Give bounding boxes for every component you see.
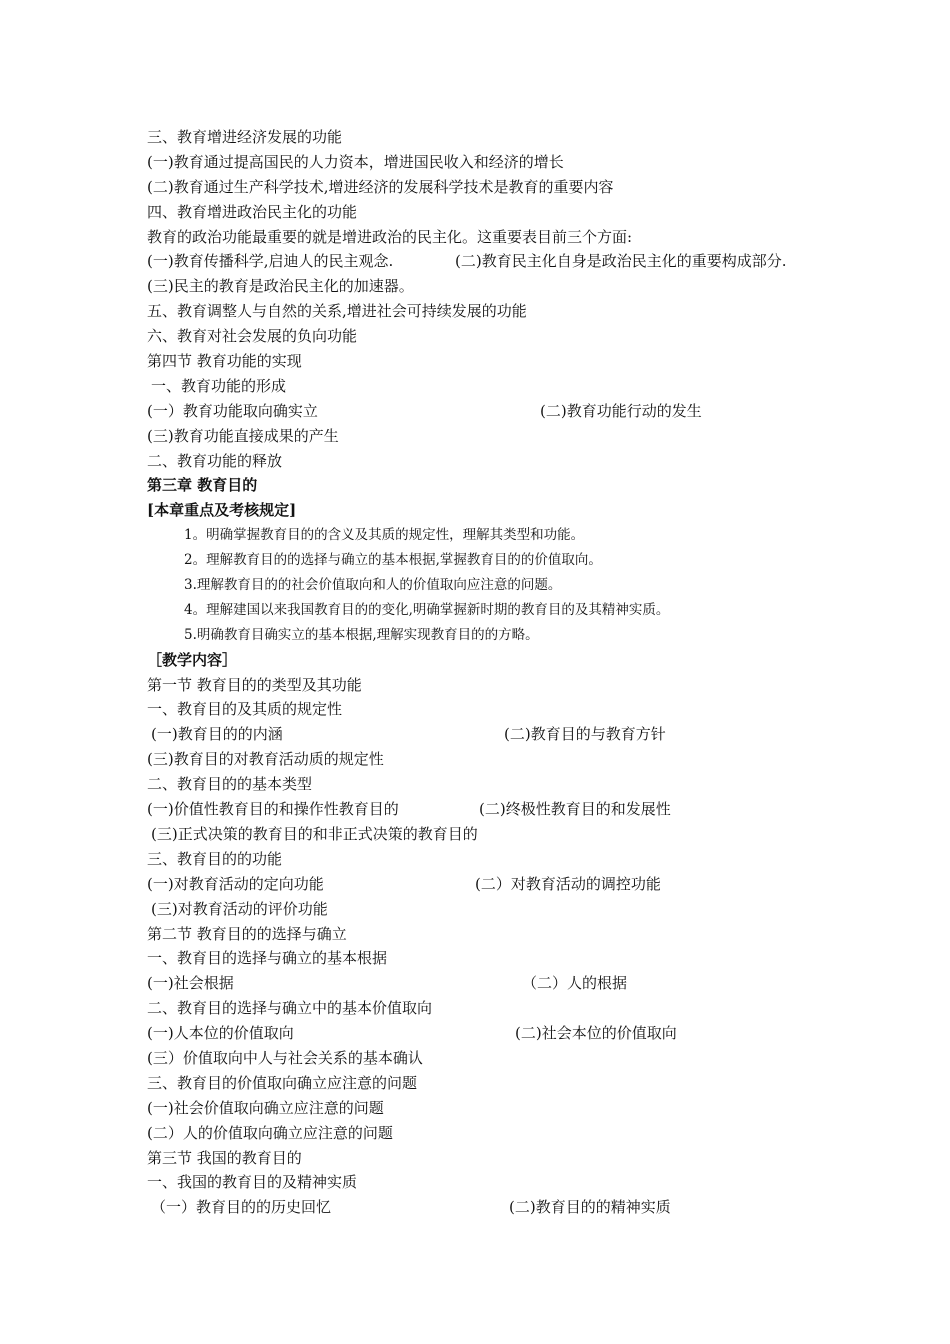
- right-column-item: (二)终极性教育目的和发展性: [479, 800, 671, 819]
- text-line: (一)社会根据 （二）人的根据: [147, 971, 867, 996]
- text-line: (一)教育通过提高国民的人力资本，增进国民收入和经济的增长: [147, 152, 564, 171]
- text-line: (一)对教育活动的定向功能 (二）对教育活动的调控功能: [147, 872, 867, 897]
- text-line: (二)教育通过生产科学技术,增进经济的发展科学技术是教育的重要内容: [147, 177, 614, 196]
- text-line: （一）教育目的的历史回忆 (二)教育目的的精神实质: [147, 1195, 867, 1220]
- section-title: 第三节 我国的教育目的: [147, 1148, 302, 1167]
- section-title: 第二节 教育目的的选择与确立: [147, 924, 347, 943]
- text-line: (三)民主的教育是政治民主化的加速器。: [147, 277, 414, 296]
- text-line: (一)教育传播科学,启迪人的民主观念. (二)教育民主化自身是政治民主化的重要构成部分.: [147, 249, 867, 274]
- text-line: 教育的政治功能最重要的就是增进政治的民主化。这重要表目前三个方面:: [147, 227, 633, 246]
- section-heading: 四、教育增进政治民主化的功能: [147, 202, 358, 221]
- teaching-content-heading: ［教学内容］: [147, 650, 238, 669]
- right-column-item: (二)社会本位的价值取向: [515, 1024, 677, 1043]
- chapter-title: 第三章 教育目的: [147, 476, 258, 495]
- section-heading: 二、教育目的的基本类型: [147, 775, 313, 794]
- section-heading: 二、教育功能的释放: [147, 451, 283, 470]
- text-line: (三)正式决策的教育目的和非正式决策的教育目的: [151, 824, 478, 843]
- section-heading: 三、教育目的的功能: [147, 849, 283, 868]
- section-heading: 三、教育目的价值取向确立应注意的问题: [147, 1073, 418, 1092]
- right-column-item: (二)教育民主化自身是政治民主化的重要构成部分.: [455, 252, 787, 271]
- key-point-item: 4。理解建国以来我国教育目的的变化,明确掌握新时期的教育目的及其精神实质。: [184, 601, 670, 618]
- section-heading: 六、教育对社会发展的负向功能: [147, 327, 358, 346]
- section-heading: 五、教育调整人与自然的关系,增进社会可持续发展的功能: [147, 302, 527, 321]
- section-heading: 一、我国的教育目的及精神实质: [147, 1173, 358, 1192]
- key-point-item: 5.明确教育目确实立的基本根据,理解实现教育目的的方略。: [184, 626, 539, 643]
- section-heading: 三、教育增进经济发展的功能: [147, 128, 343, 146]
- section-heading: 一、教育目的选择与确立的基本根据: [147, 949, 388, 968]
- section-heading: 二、教育目的选择与确立中的基本价值取向: [147, 999, 433, 1018]
- key-point-item: 1。明确掌握教育目的的含义及其质的规定性，理解其类型和功能。: [184, 527, 585, 544]
- right-column-item: (二)教育目的的精神实质: [509, 1198, 671, 1217]
- section-title: 第一节 教育目的的类型及其功能: [147, 675, 362, 694]
- section-heading: 一、教育目的及其质的规定性: [147, 700, 343, 719]
- right-column-item: (二）对教育活动的调控功能: [475, 874, 661, 893]
- document-body: [147, 125, 867, 1220]
- text-line: (三)教育功能直接成果的产生: [147, 426, 339, 445]
- section-title: 第四节 教育功能的实现: [147, 352, 302, 371]
- text-line: (三)对教育活动的评价功能: [151, 899, 328, 918]
- section-heading: 一、教育功能的形成: [151, 376, 287, 395]
- key-point-item: 3.理解教育目的的社会价值取向和人的价值取向应注意的问题。: [184, 577, 562, 594]
- text-line: (一）教育功能取向确实立 (二)教育功能行动的发生: [147, 399, 867, 424]
- right-column-item: （二）人的根据: [522, 974, 628, 993]
- right-column-item: (二)教育目的与教育方针: [504, 725, 666, 744]
- text-line: (三)教育目的对教育活动质的规定性: [147, 750, 384, 769]
- text-line: (一)社会价值取向确立应注意的问题: [147, 1098, 384, 1117]
- text-line: (二）人的价值取向确立应注意的问题: [147, 1123, 393, 1142]
- right-column-item: (二)教育功能行动的发生: [540, 401, 702, 420]
- text-line: (三）价值取向中人与社会关系的基本确认: [147, 1048, 423, 1067]
- text-line: (一)价值性教育目的和操作性教育目的 (二)终极性教育目的和发展性: [147, 797, 867, 822]
- key-point-item: 2。理解教育目的的选择与确立的基本根据,掌握教育目的的价值取向。: [184, 552, 602, 569]
- key-points-heading: [本章重点及考核规定]: [147, 501, 297, 520]
- text-line: (一)人本位的价值取向 (二)社会本位的价值取向: [147, 1021, 867, 1046]
- text-line: (一)教育目的的内涵 (二)教育目的与教育方针: [147, 722, 867, 747]
